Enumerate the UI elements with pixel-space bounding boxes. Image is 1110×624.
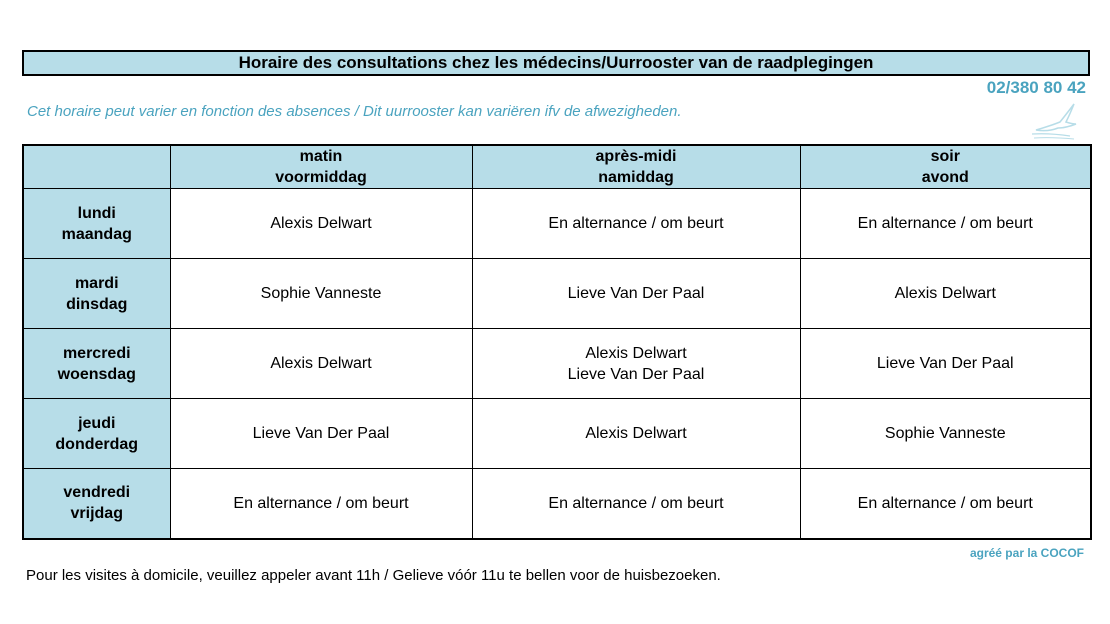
doctor-name: Lieve Van Der Paal <box>876 355 1014 372</box>
header-morning <box>170 145 472 189</box>
schedule-cell <box>170 189 472 259</box>
day-label-fr: lundi <box>77 204 116 222</box>
table-row-tuesday <box>23 259 1091 329</box>
schedule-cell <box>800 469 1091 539</box>
schedule-cell <box>800 259 1091 329</box>
schedule-note: Cet horaire peut varier en fonction des absences / Dit uurrooster kan variëren ifv de afwezigheden. <box>27 103 682 120</box>
schedule-cell <box>170 259 472 329</box>
doctor-name: Sophie Vanneste <box>260 285 382 302</box>
seagull-logo-icon <box>1030 100 1080 140</box>
day-label-fr: mercredi <box>62 344 131 362</box>
page-title-text: Horaire des consultations chez les médecins/Uurrooster van de raadplegingen <box>238 53 874 72</box>
doctor-name: En alternance / om beurt <box>548 494 724 512</box>
doctor-name: Alexis Delwart <box>894 285 996 302</box>
header-evening <box>800 145 1091 189</box>
day-cell <box>23 329 170 399</box>
day-label-nl: donderdag <box>55 435 139 453</box>
schedule-cell <box>472 399 800 469</box>
home-visit-note: Pour les visites à domicile, veuillez appeler avant 11h / Gelieve vóór 11u te bellen voor de huisbezoeken. <box>26 567 721 584</box>
day-cell <box>23 189 170 259</box>
day-cell <box>23 469 170 539</box>
day-label-fr: jeudi <box>78 414 116 432</box>
schedule-cell <box>170 329 472 399</box>
day-cell <box>23 259 170 329</box>
doctor-name: Alexis Delwart <box>270 355 372 372</box>
header-label-fr: soir <box>930 148 960 165</box>
day-label-fr: mardi <box>74 274 119 292</box>
doctor-name: Alexis Delwart <box>585 344 687 362</box>
doctor-name: En alternance / om beurt <box>857 215 1033 232</box>
header-label-fr: matin <box>299 148 343 165</box>
header-corner <box>23 145 170 189</box>
doctor-name: Sophie Vanneste <box>884 425 1006 442</box>
schedule-cell <box>472 189 800 259</box>
day-label-nl: woensdag <box>57 365 136 383</box>
schedule-cell <box>472 329 800 399</box>
doctor-name: Lieve Van Der Paal <box>567 285 705 302</box>
header-afternoon <box>472 145 800 189</box>
schedule-cell <box>800 329 1091 399</box>
header-label-nl: voormiddag <box>275 169 367 186</box>
doctor-name: Alexis Delwart <box>270 215 372 232</box>
doctor-name: Lieve Van Der Paal <box>252 425 390 442</box>
table-row-monday <box>23 189 1091 259</box>
doctor-name: Lieve Van Der Paal <box>567 365 705 383</box>
table-row-friday <box>23 469 1091 539</box>
doctor-name: En alternance / om beurt <box>857 494 1033 512</box>
schedule-cell <box>472 469 800 539</box>
day-label-nl: dinsdag <box>66 295 128 313</box>
day-label-fr: vendredi <box>63 484 131 502</box>
header-label-nl: avond <box>921 169 969 186</box>
phone-number: 02/380 80 42 <box>986 78 1086 97</box>
schedule-cell <box>800 399 1091 469</box>
table-row-wednesday <box>23 329 1091 399</box>
doctor-name: En alternance / om beurt <box>233 494 409 512</box>
schedule-cell <box>170 399 472 469</box>
day-label-nl: vrijdag <box>70 505 123 523</box>
day-label-nl: maandag <box>61 225 132 243</box>
schedule-cell <box>472 259 800 329</box>
doctor-name: Alexis Delwart <box>585 425 687 442</box>
accreditation-note: agréé par la COCOF <box>969 546 1084 560</box>
schedule-cell <box>170 469 472 539</box>
header-label-fr: après-midi <box>595 148 677 165</box>
schedule-table <box>22 144 1092 540</box>
table-row-thursday <box>23 399 1091 469</box>
header-label-nl: namiddag <box>598 169 674 186</box>
day-cell <box>23 399 170 469</box>
schedule-cell <box>800 189 1091 259</box>
page-title <box>22 50 1090 76</box>
doctor-name: En alternance / om beurt <box>548 215 724 232</box>
table-header-row <box>23 145 1091 189</box>
